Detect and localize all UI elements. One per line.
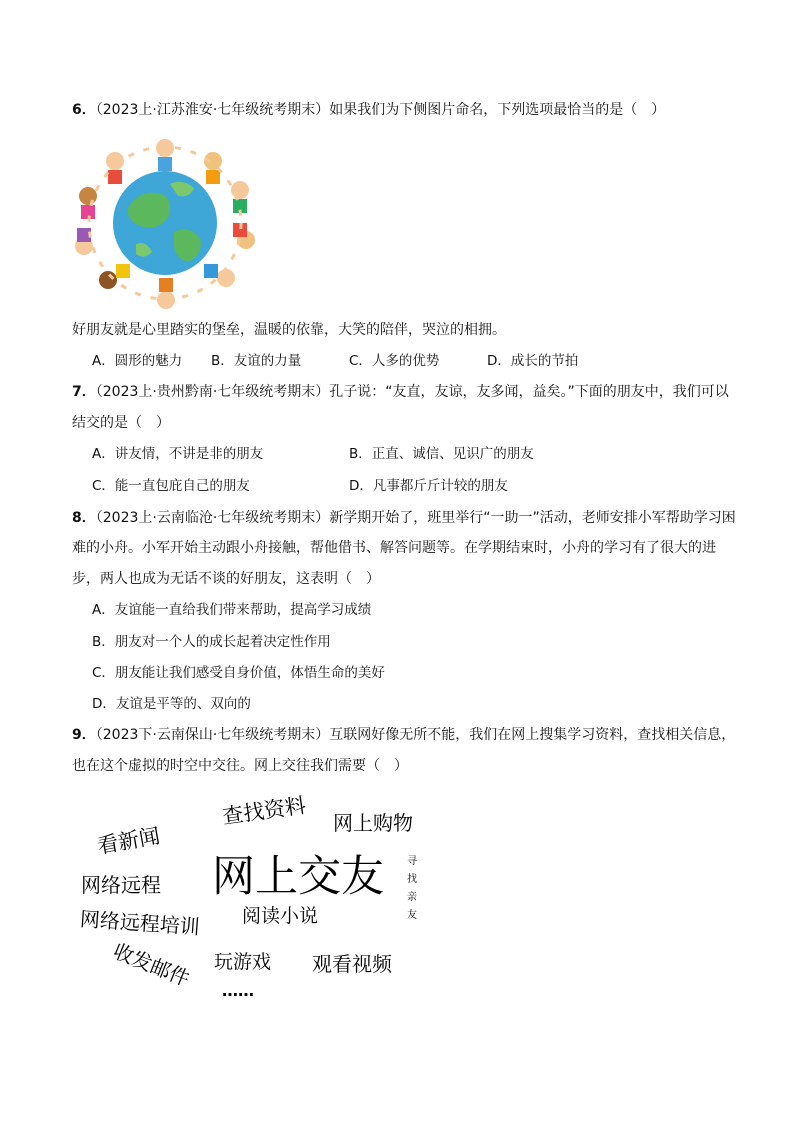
word-send-email: 收发邮件 (109, 938, 194, 992)
q9-number: 9． (72, 727, 96, 743)
q6-option-b: B．友谊的力量 (211, 353, 302, 369)
word-read-novels: 阅读小说 (242, 905, 319, 927)
q7-option-b: B．正直、诚信、见识广的朋友 (349, 446, 534, 462)
q7-option-d: D．凡事都斤斤计较的朋友 (349, 478, 508, 494)
q6-image-caption: 好朋友就是心里踏实的堡垒，温暖的依靠，大笑的陪伴，哭泣的相拥。 (72, 322, 506, 338)
q7-option-c: C．能一直包庇自己的朋友 (92, 478, 250, 494)
q8-question-1: 新学期开始了，班里举行“一助一”活动，老师安排小军帮助学习困 (329, 510, 736, 526)
word-ellipsis: …… (222, 981, 254, 1000)
q9-stem-line1 (72, 725, 735, 745)
q7-stem-line2: 结交的是（ ） (72, 415, 170, 431)
q8-option-b: B．朋友对一个人的成长起着决定性作用 (92, 634, 331, 650)
q7-number: 7． (72, 384, 96, 400)
word-watch-videos: 观看视频 (312, 952, 392, 976)
word-online-shopping: 网上购物 (333, 811, 413, 835)
q8-stem-line1 (72, 508, 736, 528)
q7-source: （2023上·贵州黔南·七年级统考期末） (95, 384, 330, 400)
q9-source: （2023下·云南保山·七年级统考期末） (95, 727, 330, 743)
word-cloud (70, 785, 450, 1005)
word-find-materials: 查找资料 (220, 793, 308, 829)
q8-stem-line3: 步，两人也成为无话不谈的好朋友，这表明（ ） (72, 571, 380, 587)
q8-source: （2023上·云南临沧·七年级统考期末） (95, 510, 330, 526)
word-find-relatives: 寻找亲友 (407, 856, 417, 921)
word-remote-network: 网络远程 (81, 873, 161, 897)
q6-option-c: C．人多的优势 (349, 353, 440, 369)
globe-children-image (70, 128, 260, 314)
q8-stem-line2: 难的小舟。小军开始主动跟小舟接触，帮他借书、解答问题等。在学期结束时，小舟的学习有了很大的进 (72, 540, 716, 556)
word-watch-news: 看新闻 (95, 823, 162, 859)
q6-number: 6． (72, 102, 96, 118)
q8-option-d: D．友谊是平等的、双向的 (92, 696, 251, 712)
q9-stem-line2: 也在这个虚拟的时空中交往。网上交往我们需要（ ） (72, 758, 408, 774)
word-play-games: 玩游戏 (214, 951, 272, 973)
q6-option-a: A．圆形的魅力 (92, 353, 183, 369)
q8-option-a: A．友谊能一直给我们带来帮助，提高学习成绩 (92, 602, 372, 618)
q8-option-c: C．朋友能让我们感受自身价值，体悟生命的美好 (92, 665, 385, 681)
q6-question: 如果我们为下侧图片命名，下列选项最恰当的是（ ） (329, 102, 666, 118)
q7-option-a: A．讲友情，不讲是非的朋友 (92, 446, 264, 462)
word-online-friends: 网上交友 (212, 852, 384, 902)
word-remote-training: 网络远程培训 (79, 906, 201, 940)
q9-question-1: 互联网好像无所不能，我们在网上搜集学习资料，查找相关信息， (329, 727, 736, 743)
q8-number: 8． (72, 510, 96, 526)
q6-option-d: D．成长的节拍 (487, 353, 579, 369)
q7-question-1: 孔子说：“友直，友谅，友多闻，益矣。”下面的朋友中，我们可以 (329, 384, 729, 400)
q6-stem (72, 100, 665, 120)
q6-source: （2023上·江苏淮安·七年级统考期末） (95, 102, 330, 118)
q7-stem-line1 (72, 382, 729, 402)
